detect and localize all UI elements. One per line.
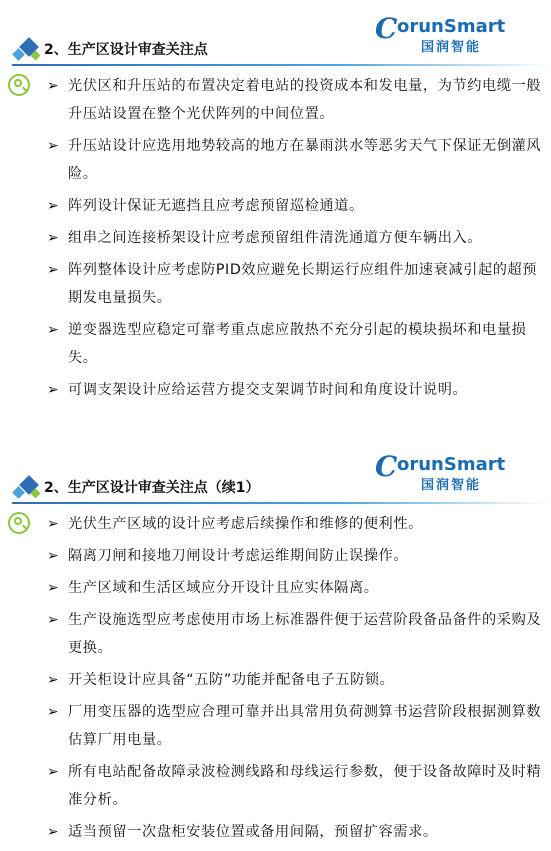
- list-item: [0, 72, 551, 128]
- list-item: [0, 224, 551, 252]
- list-item-text: 阵列设计保证无遮挡且应考虑预留巡检通道。: [68, 198, 364, 214]
- list-item: [0, 818, 551, 846]
- list-item: [0, 606, 551, 662]
- list-item-text: 厂用变压器的选型应合理可靠并出具常用负荷测算书运营阶段根据测算数估算厂用电量。: [68, 704, 542, 748]
- list-item: [0, 316, 551, 372]
- list-item-text: 适当预留一次盘柜安装位置或备用间隔，预留扩容需求。: [68, 824, 438, 840]
- list-item: [0, 256, 551, 312]
- arrow-bullet-icon: ➢: [47, 516, 60, 532]
- list-item: [0, 758, 551, 814]
- arrow-bullet-icon: ➢: [47, 672, 60, 688]
- list-item-text: 阵列整体设计应考虑防PID效应避免长期运行应组件加速衰减引起的超预期发电量损失。: [68, 262, 538, 306]
- bullet-list: [0, 72, 551, 408]
- title-divider: [12, 64, 551, 66]
- list-item-text: 光伏生产区域的设计应考虑后续操作和维修的便利性。: [68, 516, 423, 532]
- arrow-bullet-icon: ➢: [47, 322, 60, 338]
- logo-name: orunSmart: [397, 16, 506, 37]
- logo-mark: C: [375, 450, 398, 483]
- arrow-bullet-icon: ➢: [47, 382, 60, 398]
- list-item: [0, 376, 551, 404]
- arrow-bullet-icon: ➢: [47, 230, 60, 246]
- arrow-bullet-icon: ➢: [47, 580, 60, 596]
- section-title-bar: [12, 474, 432, 504]
- arrow-bullet-icon: ➢: [47, 262, 60, 278]
- arrow-bullet-icon: ➢: [47, 764, 60, 780]
- list-item: [0, 666, 551, 694]
- list-item: [0, 510, 551, 538]
- arrow-bullet-icon: ➢: [47, 704, 60, 720]
- list-item-text: 光伏区和升压站的布置决定着电站的投资成本和发电量，为节约电缆一般升压站设置在整个光伏阵列的中间位置。: [68, 78, 542, 122]
- logo-chinese-name: 国润智能: [421, 40, 482, 55]
- list-item-text: 隔离刀闸和接地刀闸设计考虑运维期间防止误操作。: [68, 548, 409, 564]
- list-item-text: 组串之间连接桥架设计应考虑预留组件清洗通道方便车辆出入。: [68, 230, 483, 246]
- arrow-bullet-icon: ➢: [47, 78, 60, 94]
- list-item-text: 生产设施选型应考虑使用市场上标准器件便于运营阶段备品备件的采购及更换。: [68, 612, 542, 656]
- list-item-text: 升压站设计应选用地势较高的地方在暴雨洪水等恶劣天气下保证无倒灌风险。: [68, 138, 542, 182]
- list-item-text: 开关柜设计应具备“五防”功能并配备电子五防锁。: [68, 672, 395, 688]
- list-item-text: 所有电站配备故障录波检测线路和母线运行参数，便于设备故障时及时精准分析。: [68, 764, 542, 808]
- title-divider: [12, 502, 551, 504]
- arrow-bullet-icon: ➢: [47, 612, 60, 628]
- arrow-bullet-icon: ➢: [47, 198, 60, 214]
- search-badge-icon: [8, 512, 30, 534]
- diamond-icon: [31, 51, 41, 61]
- list-item-text: 可调支架设计应给运营方提交支架调节时间和角度设计说明。: [68, 382, 468, 398]
- list-item-text: 逆变器选型应稳定可靠考重点虑应散热不充分引起的模块损坏和电量损失。: [68, 322, 527, 366]
- list-item-text: 生产区域和生活区域应分开设计且应实体隔离。: [68, 580, 379, 596]
- arrow-bullet-icon: ➢: [47, 824, 60, 840]
- list-item: [0, 542, 551, 570]
- section-title-bar: [12, 36, 432, 66]
- logo-name: orunSmart: [397, 454, 506, 475]
- section-title: 2、生产区设计审查关注点（续1）: [44, 480, 260, 496]
- list-item: [0, 698, 551, 754]
- arrow-bullet-icon: ➢: [47, 138, 60, 154]
- section-title: 2、生产区设计审查关注点: [44, 42, 208, 58]
- logo-mark: C: [375, 12, 398, 45]
- logo-chinese-name: 国润智能: [421, 478, 482, 493]
- list-item: [0, 574, 551, 602]
- bullet-list: [0, 510, 551, 850]
- list-item: [0, 132, 551, 188]
- search-badge-icon: [8, 74, 30, 96]
- list-item: [0, 192, 551, 220]
- slide-2: [0, 440, 551, 851]
- diamond-icon: [31, 489, 41, 499]
- arrow-bullet-icon: ➢: [47, 548, 60, 564]
